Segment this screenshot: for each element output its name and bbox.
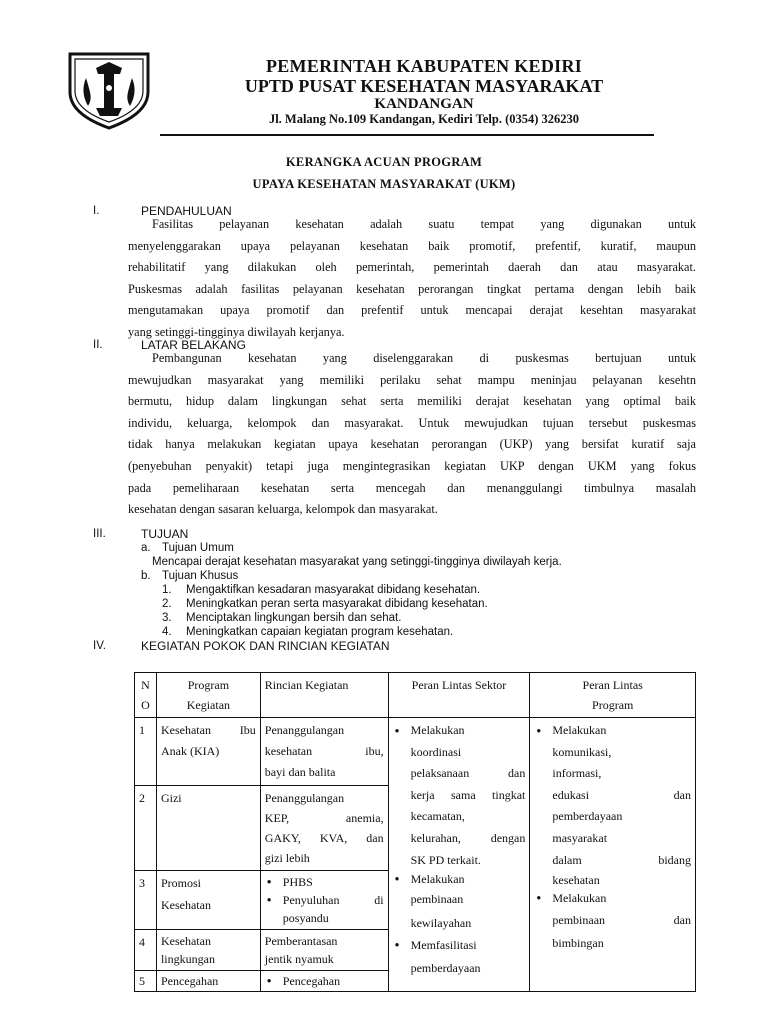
list-item: Mengaktifkan kesadaran masyarakat dibidang kesehatan. — [186, 584, 481, 596]
cell-no: 1 — [135, 718, 157, 786]
section-3-number: III. — [93, 528, 106, 540]
cell-program — [156, 871, 260, 930]
header-address: Jl. Malang No.109 Kandangan, Kediri Telp. (0354) 326230 — [268, 112, 580, 126]
list-item-number: 2. — [162, 598, 172, 610]
doc-title-2: UPAYA KESEHATAN MASYARAKAT (UKM) — [252, 177, 516, 191]
cell-text: kewilayahan — [410, 916, 472, 931]
cell-program — [156, 971, 260, 992]
cell-text: koordinasi — [410, 744, 462, 759]
tujuan-umum-text: Mencapai derajat kesehatan masyarakat yang setinggi-tingginya diwilayah kerja. — [152, 556, 562, 568]
list-item — [534, 889, 691, 953]
tujuan-khusus-title: Tujuan Khusus — [162, 570, 239, 582]
cell-text: kesehatan — [552, 873, 600, 888]
cell-text: kelurahan, dengan — [410, 830, 526, 845]
cell-text: Gizi — [160, 791, 182, 805]
cell-text: Promosi — [160, 876, 201, 890]
cell-text: komunikasi, — [552, 744, 612, 759]
paragraph-line: pada pemeliharaan kesehatan serta mencegah dan menanggulangi timbulnya masalah — [128, 480, 696, 495]
cell-text: ● Melakukan — [410, 723, 465, 737]
list-item: ● PHBS — [265, 873, 384, 891]
section-3-title: TUJUAN — [141, 527, 189, 541]
paragraph-line: Puskesmas adalah fasilitas pelayanan kesehatan perorangan tingkat pertama dengan lebih baik — [128, 281, 696, 296]
header-line-2: UPTD PUSAT KESEHATAN MASYARAKAT — [244, 76, 604, 96]
header-program — [156, 673, 260, 718]
list-item-number: 1. — [162, 584, 172, 596]
header-line-1: PEMERINTAH KABUPATEN KEDIRI — [265, 56, 583, 76]
section-2-title: LATAR BELAKANG — [141, 338, 246, 352]
cell-text: ● Melakukan — [552, 891, 607, 906]
list-item: Meningkatkan capaian kegiatan program kesehatan. — [186, 626, 454, 638]
cell-text: bimbingan — [552, 936, 604, 951]
cell-text: jentik nyamuk — [264, 952, 334, 966]
cell-program — [156, 930, 260, 971]
kegiatan-table — [134, 672, 696, 992]
list-item — [393, 935, 526, 981]
tujuan-umum-label: a. — [141, 542, 151, 554]
cell-text: posyandu — [282, 911, 329, 925]
tujuan-khusus-label: b. — [141, 570, 151, 582]
header-lintas-sektor — [388, 673, 530, 718]
table-header-row — [135, 673, 696, 718]
cell-text: pelaksanaan dan — [410, 766, 526, 781]
cell-rincian — [260, 786, 388, 871]
cell-text: edukasi dan — [552, 787, 691, 802]
cell-text: ● Memfasilitasi — [410, 938, 477, 953]
paragraph-line: mewujudkan masyarakat yang memiliki perilaku sehat mampu meninjau pelayanan kesehtn — [128, 372, 696, 387]
paragraph-line: kesehatan dengan sasaran keluarga, kelompok dan masyarakat. — [128, 502, 438, 517]
header-rule — [160, 134, 654, 136]
cell-text: kerja sama tingkat — [410, 787, 526, 802]
cell-text: ● Melakukan — [410, 872, 465, 887]
list-item: Menciptakan lingkungan bersih dan sehat. — [186, 612, 402, 624]
cell-text: pemberdayaan — [552, 809, 623, 824]
header-text: Kegiatan — [186, 698, 231, 712]
cell-text: kecamatan, — [410, 809, 465, 824]
cell-text: kesehatan ibu, — [264, 744, 384, 758]
paragraph-line: bermutu, hidup dalam lingkungan sehat serta memiliki derajat kesehatan yang optimal baik — [128, 394, 696, 409]
cell-rincian — [260, 718, 388, 786]
cell-text: ● Penyuluhan di — [282, 893, 384, 907]
cell-text: Penanggulangan — [264, 791, 345, 805]
cell-no: 5 — [135, 971, 157, 992]
header-line-3: KANDANGAN — [374, 96, 474, 112]
header-text: Rincian Kegiatan — [264, 678, 349, 692]
section-2-number: II. — [93, 339, 103, 351]
cell-text: KEP, anemia, — [264, 811, 384, 825]
paragraph-line: tidak hanya melakukan kegiatan upaya kesehatan perorangan (UKP) yang bersifat kuratif saja — [128, 437, 696, 452]
header-text: Program — [592, 698, 634, 712]
list-item-number: 3. — [162, 612, 172, 624]
cell-text: Anak (KIA) — [160, 744, 220, 758]
cell-text: gizi lebih — [264, 851, 310, 865]
header-text: Peran Lintas Sektor — [411, 678, 507, 692]
paragraph-line: Pembangunan kesehatan yang diselenggarakan di puskesmas bertujuan untuk — [152, 351, 696, 365]
header-no — [135, 673, 157, 718]
paragraph-line: menyelenggarakan upaya pelayanan kesehatan baik promotif, prefentif, kuratif, maupun — [128, 238, 696, 253]
paragraph-line: Fasilitas pelayanan kesehatan adalah suatu tempat yang digunakan untuk — [152, 217, 696, 231]
cell-text: GAKY, KVA, dan — [264, 831, 384, 845]
header-text: N — [141, 678, 150, 692]
section-2-paragraph — [128, 348, 696, 521]
cell-program — [156, 786, 260, 871]
paragraph-line: (penyebuhan penyakit) tetapi juga mengintegrasikan kegiatan UKP dengan UKM yang fokus — [128, 458, 696, 473]
section-1-number: I. — [93, 205, 100, 217]
paragraph-line: rehabilitatif yang dilakukan oleh pemerintah, pemerintah daerah dan atau masyarakat. — [128, 260, 696, 275]
paragraph-line: yang setinggi-tingginya diwilayah kerjanya. — [128, 324, 345, 339]
cell-text: bayi dan balita — [264, 765, 336, 779]
list-item-number: 4. — [162, 626, 172, 638]
cell-text: Kesehatan — [160, 934, 211, 948]
list-item — [393, 871, 526, 935]
list-item — [534, 720, 691, 889]
cell-rincian — [260, 971, 388, 992]
cell-lintas-program — [530, 718, 696, 992]
header-text: O — [141, 698, 150, 712]
cell-rincian — [260, 871, 388, 930]
cell-no: 2 — [135, 786, 157, 871]
paragraph-line: individu, keluarga, kelompok dan masyarakat. Untuk mewujudkan tujuan tersebut puskesmas — [128, 415, 696, 430]
section-1-paragraph — [128, 214, 696, 344]
cell-no: 4 — [135, 930, 157, 971]
cell-text: Pencegahan — [160, 974, 219, 988]
cell-text: Pemberantasan — [264, 934, 338, 948]
section-4-number: IV. — [93, 640, 107, 652]
list-item — [265, 891, 384, 927]
header-text: Peran Lintas — [582, 678, 643, 692]
cell-text: SK PD terkait. — [410, 852, 481, 867]
cell-lintas-sektor — [388, 718, 530, 992]
cell-text: ● Melakukan — [552, 723, 607, 737]
cell-text: dalam bidang — [552, 852, 691, 867]
cell-text: pembinaan dan — [552, 913, 691, 928]
table-row — [135, 718, 696, 786]
section-1-title: PENDAHULUAN — [141, 204, 232, 218]
cell-text: informasi, — [552, 766, 602, 781]
cell-text: pemberdayaan — [410, 961, 481, 976]
paragraph-line: mengutamakan upaya promotif dan prefentif untuk mencapai derajat kesehtan masyarakat — [128, 303, 696, 318]
tujuan-umum-title: Tujuan Umum — [162, 542, 234, 554]
cell-text: Kesehatan — [160, 898, 211, 912]
cell-rincian — [260, 930, 388, 971]
header-rincian — [260, 673, 388, 718]
list-item: ● Pencegahan — [265, 973, 384, 989]
cell-text: lingkungan — [160, 952, 215, 966]
cell-text: pembinaan — [410, 892, 464, 907]
header-lintas-program — [530, 673, 696, 718]
list-item: Meningkatkan peran serta masyarakat dibidang kesehatan. — [186, 598, 488, 610]
cell-text: Penanggulangan — [264, 723, 345, 737]
doc-title-1: KERANGKA ACUAN PROGRAM — [285, 155, 483, 169]
cell-program — [156, 718, 260, 786]
cell-no: 3 — [135, 871, 157, 930]
cell-text: masyarakat — [552, 830, 608, 845]
header-text: Program — [187, 678, 230, 692]
section-4-title: KEGIATAN POKOK DAN RINCIAN KEGIATAN — [141, 639, 390, 653]
cell-text: Kesehatan Ibu — [160, 723, 256, 737]
list-item — [393, 720, 526, 871]
